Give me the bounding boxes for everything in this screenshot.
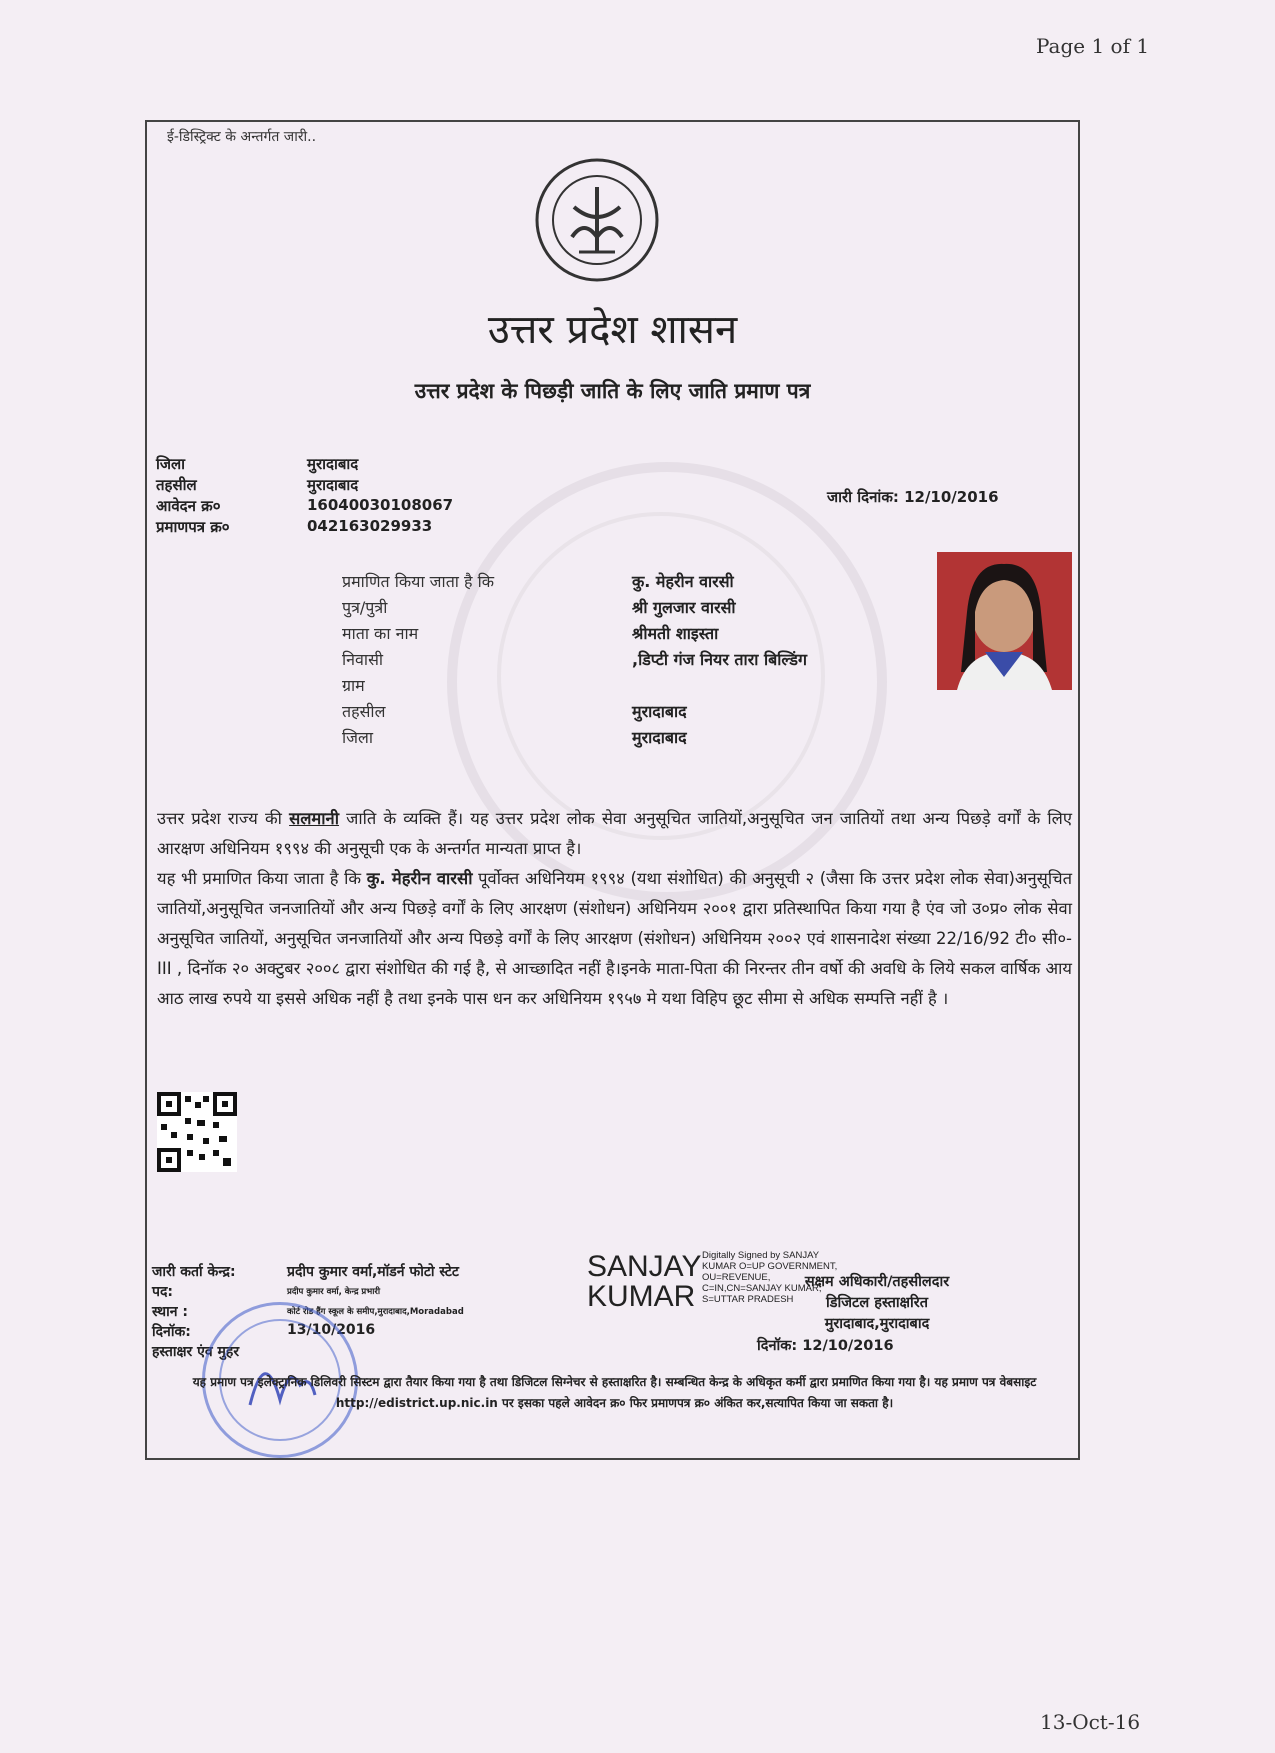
issuing-centre-label: जारी कर्ता केन्द्र: — [152, 1264, 236, 1280]
print-date: 13-Oct-16 — [1040, 1710, 1141, 1734]
district-label: जिला — [156, 455, 186, 473]
field-label: प्रमाणित किया जाता है कि — [342, 572, 495, 591]
field-value: मुरादाबाद — [632, 728, 687, 747]
field-label: ग्राम — [342, 676, 365, 695]
field-value: कु. मेहरीन वारसी — [632, 572, 734, 591]
issue-date-value: 12/10/2016 — [904, 488, 999, 506]
digital-signer-name — [587, 1252, 701, 1312]
place-label: स्थान : — [152, 1304, 188, 1320]
certificate — [145, 120, 1080, 1460]
body-text: पूर्वोक्त अधिनियम १९९४ (यथा संशोधित) की अनुसूची २ (जैसा कि उत्तर प्रदेश लोक सेवा)अनुसूचित जातियों,अनुसूचित जनजातियों और अन्य पिछड़े वर्गों के लिए आरक्षण (संशोधन) अधिनियम २००१ द्वारा प्रतिस्थापित किया गया है एंव जो उ०प्र० लोक सेवा अनुसूचित जातियों, अनुसूचित जनजातियों और अन्य पिछड़े वर्गों के लिए आरक्षण (संशोधन) अधिनियम २००२ एवं शासनादेश संख्या 22/16/92 टी० सी०-III , दिनॉक २० अक्टुबर २००८ द्वारा संशोधित की गई है, से आच्छादित नहीं है।इनके माता-पिता की निरन्तर तीन वर्षो की अवधि के लिये सकल वार्षिक आय आठ लाख रुपये या इससे अधिक नहीं है तथा इनके पास धन कर अधिनियम १९५७ मे यथा विहिप छूट सीमा से अधिक सम्पत्ति नहीं है । — [157, 869, 1072, 1008]
field-label: निवासी — [342, 650, 384, 669]
field-label: तहसील — [342, 702, 386, 721]
certificate-no-label: प्रमाणपत्र क्र० — [156, 518, 230, 536]
digital-signer-line2: KUMAR — [587, 1280, 696, 1313]
authority-date — [757, 1335, 894, 1355]
body-text: जाति के व्यक्ति हैं। यह उत्तर प्रदेश लोक सेवा अनुसूचित जातियों,अनुसूचित जन जातियों तथा अन्य पिछड़े वर्गों के लिए आरक्षण अधिनियम १९९४ की अनुसूची एक के अन्तर्गत मान्यता प्राप्त है। — [157, 809, 1072, 858]
page-number: Page 1 of 1 — [1036, 34, 1150, 58]
authority-date-value: 12/10/2016 — [802, 1338, 894, 1354]
authority-line3: मुरादाबाद,मुरादाबाद — [824, 1316, 930, 1332]
district-value: मुरादाबाद — [307, 455, 359, 473]
body-text: उत्तर प्रदेश राज्य की — [157, 809, 290, 828]
certificate-body — [157, 804, 1072, 1014]
up-government-emblem — [534, 157, 660, 283]
government-title: उत्तर प्रदेश शासन — [487, 307, 738, 353]
field-value: श्री गुलजार वारसी — [632, 598, 736, 617]
issuing-centre-value: प्रदीप कुमार वर्मा,मॉडर्न फोटो स्टेट — [287, 1264, 459, 1280]
date-label: दिनॉक: — [152, 1324, 191, 1340]
applicant-photo — [937, 552, 1072, 690]
field-label: जिला — [342, 728, 374, 747]
field-value: ,डिप्टी गंज नियर तारा बिल्डिंग — [632, 650, 807, 669]
digital-signature-detail: Digitally Signed by SANJAY KUMAR O=UP GOVERNMENT, OU=REVENUE, C=IN,CN=SANJAY KUMAR, S=UTTAR PRADESH — [702, 1250, 838, 1305]
field-label: पुत्र/पुत्री — [342, 598, 388, 617]
field-label: माता का नाम — [342, 624, 419, 643]
body-text: यह भी प्रमाणित किया जाता है कि — [157, 869, 367, 888]
authority-line1: सक्षम अधिकारी/तहसीलदार — [804, 1274, 950, 1290]
place-value: कोर्ट रोड हैंग स्कूल के समीप,मुरादाबाद,Moradabad — [287, 1307, 464, 1317]
date-value: 13/10/2016 — [287, 1322, 376, 1338]
caste-name: सलमानी — [289, 809, 339, 828]
certificate-no-value: 042163029933 — [307, 517, 433, 535]
field-value: मुरादाबाद — [632, 702, 687, 721]
field-value: श्रीमती शाइस्ता — [632, 624, 719, 643]
qr-code — [157, 1092, 237, 1172]
application-no-value: 16040030108067 — [307, 496, 454, 514]
competent-authority — [727, 1272, 1027, 1335]
issue-date — [827, 487, 999, 507]
certificate-title: उत्तर प्रदेश के पिछड़ी जाति के लिए जाति प्रमाण पत्र — [414, 379, 811, 403]
tehsil-value: मुरादाबाद — [307, 476, 359, 494]
digital-signer-line1: SANJAY — [587, 1250, 702, 1283]
post-label: पद: — [152, 1284, 173, 1300]
application-no-label: आवेदन क्र० — [156, 497, 221, 515]
post-value: प्रदीप कुमार वर्मा, केन्द्र प्रभारी — [287, 1287, 381, 1297]
authority-date-label: दिनॉक: — [757, 1338, 798, 1354]
issued-under-note: ई-डिस्ट्रिक्ट के अन्तर्गत जारी.. — [167, 129, 317, 145]
issue-date-label: जारी दिनांक: — [827, 488, 899, 506]
tehsil-label: तहसील — [156, 476, 197, 494]
applicant-name: कु. मेहरीन वारसी — [366, 869, 473, 888]
signature-label: हस्ताक्षर एंव मुहर — [152, 1344, 240, 1360]
verification-disclaimer: यह प्रमाण पत्र इलेक्ट्रानिक डिलिवरी सिस्टम द्वारा तैयार किया गया है तथा डिजिटल सिग्नेचर से हस्ताक्षरित है। सम्बन्धित केन्द्र के अधिकृत कर्मी द्वारा प्रमाणित किया गया है। यह प्रमाण पत्र वेबसाइट http://edistrict.up.nic.in पर इसका पहले आवेदन क्र० फिर प्रमाणपत्र क्र० अंकित कर,सत्यापित किया जा सकता है। — [192, 1375, 1037, 1410]
authority-line2: डिजिटल हस्ताक्षरित — [826, 1295, 928, 1311]
